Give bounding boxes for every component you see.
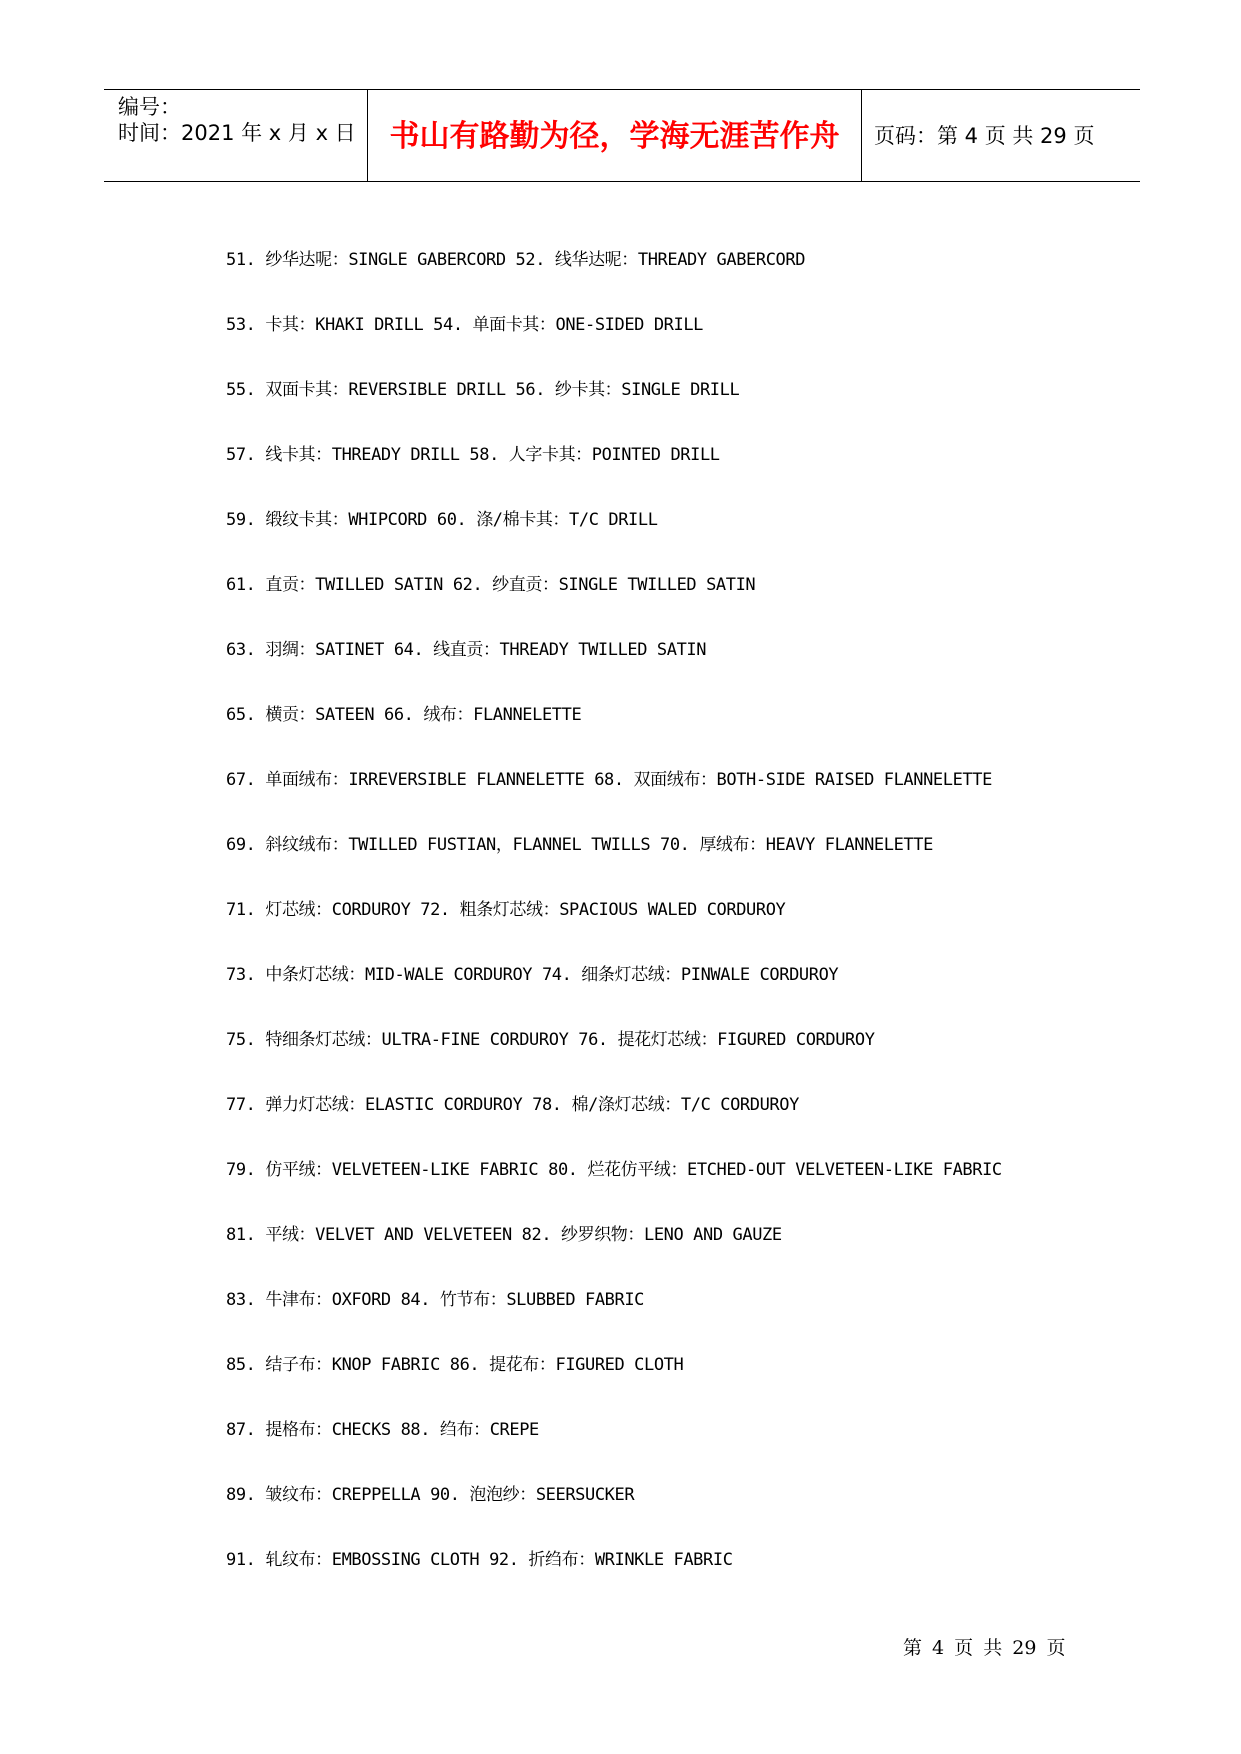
header-motto-cell <box>368 90 862 181</box>
list-item: 81. 平绒：VELVET AND VELVETEEN 82. 纱罗织物：LENO AND GAUZE <box>226 1225 782 1245</box>
motto-text: 书山有路勤为径，学海无涯苦作舟 <box>389 119 840 154</box>
list-item: 89. 皱纹布：CREPPELLA 90. 泡泡纱：SEERSUCKER <box>226 1485 635 1505</box>
list-item: 51. 纱华达呢：SINGLE GABERCORD 52. 线华达呢：THREADY GABERCORD <box>226 250 806 270</box>
header-meta-cell <box>104 90 368 181</box>
list-item: 55. 双面卡其：REVERSIBLE DRILL 56. 纱卡其：SINGLE DRILL <box>226 380 740 400</box>
list-item: 73. 中条灯芯绒：MID-WALE CORDUROY 74. 细条灯芯绒：PINWALE CORDUROY <box>226 965 839 985</box>
list-item: 53. 卡其：KHAKI DRILL 54. 单面卡其：ONE-SIDED DRILL <box>226 315 704 335</box>
list-item: 71. 灯芯绒：CORDUROY 72. 粗条灯芯绒：SPACIOUS WALED CORDUROY <box>226 900 786 920</box>
date-label: 时间：2021 年 x 月 x 日 <box>118 121 356 145</box>
list-item: 75. 特细条灯芯绒：ULTRA-FINE CORDUROY 76. 提花灯芯绒：FIGURED CORDUROY <box>226 1030 875 1050</box>
document-header <box>104 89 1140 182</box>
page-number-label: 页码：第 4 页 共 29 页 <box>874 124 1095 148</box>
list-item: 77. 弹力灯芯绒：ELASTIC CORDUROY 78. 棉/涤灯芯绒：T/C CORDUROY <box>226 1095 799 1115</box>
list-item: 79. 仿平绒：VELVETEEN-LIKE FABRIC 80. 烂花仿平绒：ETCHED-OUT VELVETEEN-LIKE FABRIC <box>226 1160 1002 1180</box>
list-item: 63. 羽绸：SATINET 64. 线直贡：THREADY TWILLED SATIN <box>226 640 707 660</box>
list-item: 59. 缎纹卡其：WHIPCORD 60. 涤/棉卡其：T/C DRILL <box>226 510 658 530</box>
list-item: 65. 横贡：SATEEN 66. 绒布：FLANNELETTE <box>226 705 582 725</box>
list-item: 87. 提格布：CHECKS 88. 绉布：CREPE <box>226 1420 539 1440</box>
list-item: 85. 结子布：KNOP FABRIC 86. 提花布：FIGURED CLOTH <box>226 1355 684 1375</box>
list-item: 83. 牛津布：OXFORD 84. 竹节布：SLUBBED FABRIC <box>226 1290 645 1310</box>
list-item: 61. 直贡：TWILLED SATIN 62. 纱直贡：SINGLE TWILLED SATIN <box>226 575 756 595</box>
list-item: 67. 单面绒布：IRREVERSIBLE FLANNELETTE 68. 双面绒布：BOTH-SIDE RAISED FLANNELETTE <box>226 770 992 790</box>
list-item: 57. 线卡其：THREADY DRILL 58. 人字卡其：POINTED DRILL <box>226 445 720 465</box>
list-item: 69. 斜纹绒布：TWILLED FUSTIAN，FLANNEL TWILLS 70. 厚绒布：HEAVY FLANNELETTE <box>226 835 933 855</box>
serial-number-label: 编号： <box>118 95 181 119</box>
header-page-cell <box>862 90 1140 181</box>
list-item: 91. 轧纹布：EMBOSSING CLOTH 92. 折绉布：WRINKLE FABRIC <box>226 1550 733 1570</box>
page-footer: 第 4 页 共 29 页 <box>903 1637 1066 1659</box>
